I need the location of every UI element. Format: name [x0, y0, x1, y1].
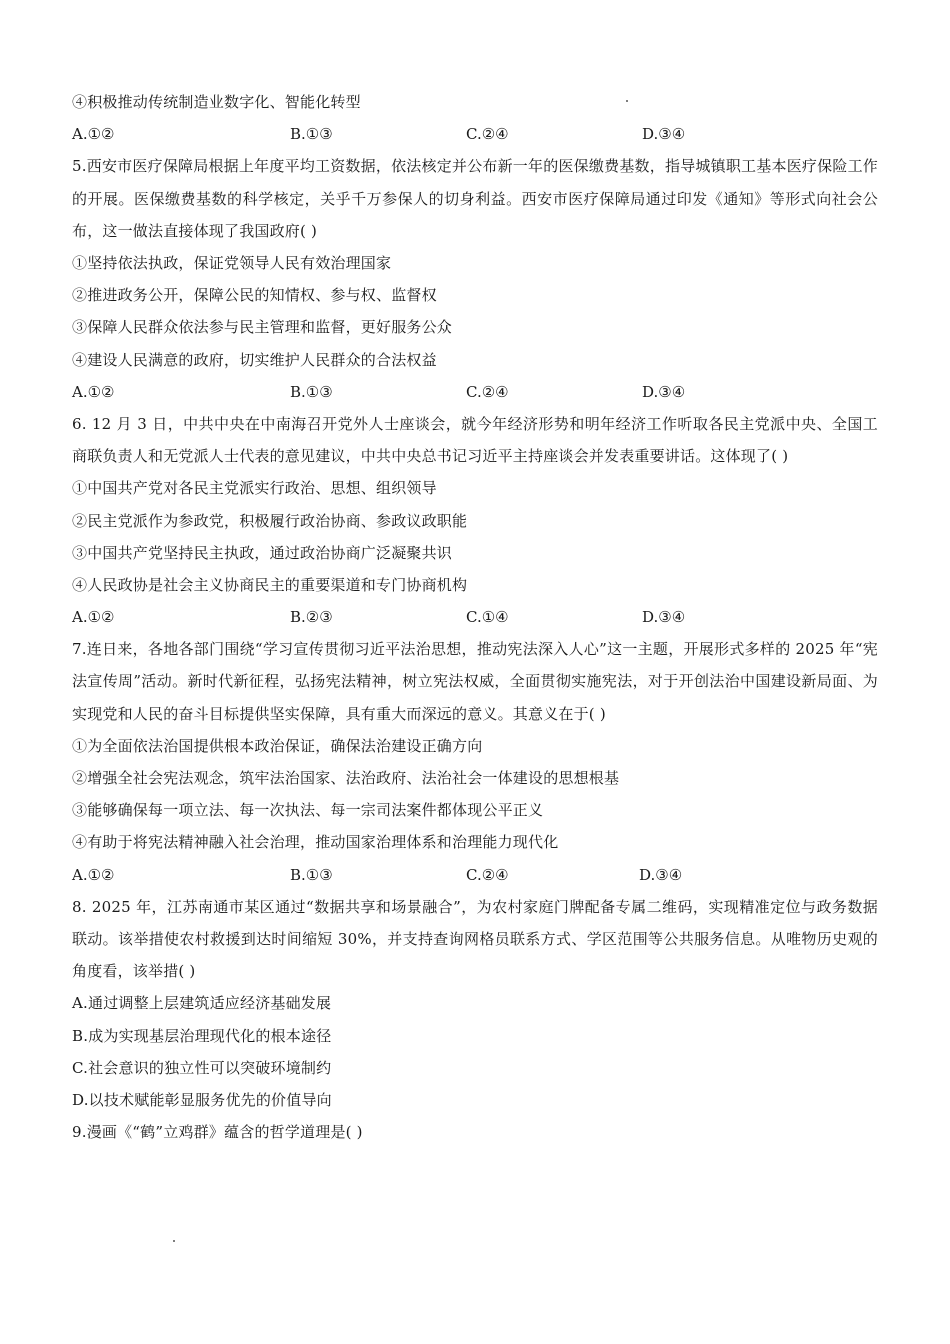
q5-option-c: C.②④ [466, 382, 509, 401]
q7-item-4: ④有助于将宪法精神融入社会治理，推动国家治理体系和治理能力现代化 [72, 833, 559, 852]
q6-stem: 6. 12 月 3 日，中共中央在中南海召开党外人士座谈会，就今年经济形势和明年经济工作听取各民主党派中央、全国工商联负责人和无党派人士代表的意见建议，中共中央总书记习近平主持座谈会并发表重要讲话。这体现了( ) [72, 414, 878, 466]
q7-item-2: ②增强全社会宪法观念，筑牢法治国家、法治政府、法治社会一体建设的思想根基 [72, 769, 620, 788]
q6-item-1: ①中国共产党对各民主党派实行政治、思想、组织领导 [72, 479, 437, 498]
q5-stem: 5.西安市医疗保障局根据上年度平均工资数据，依法核定并公布新一年的医保缴费基数，指导城镇职工基本医疗保险工作的开展。医保缴费基数的科学核定，关乎千万参保人的切身利益。西安市医疗保障局通过印发《通知》等形式向社会公布，这一做法直接体现了我国政府( ) [72, 157, 878, 240]
q5-item-2: ②推进政务公开，保障公民的知情权、参与权、监督权 [72, 286, 437, 305]
q4-option-b: B.①③ [290, 125, 333, 144]
q8-choice-d: D.以技术赋能彰显服务优先的价值导向 [72, 1090, 332, 1109]
q6-options [72, 601, 878, 633]
q5-option-d: D.③④ [642, 382, 686, 401]
exam-page [72, 86, 878, 1148]
q8-choice-c: C.社会意识的独立性可以突破环境制约 [72, 1058, 332, 1077]
q6-option-b: B.②③ [290, 608, 333, 627]
q7-options [72, 859, 878, 891]
q6-item-3: ③中国共产党坚持民主执政，通过政治协商广泛凝聚共识 [72, 543, 453, 562]
scan-speck-top [626, 100, 628, 102]
q5-item-3: ③保障人民群众依法参与民主管理和监督，更好服务公众 [72, 318, 453, 337]
q6-option-a: A.①② [72, 608, 115, 627]
q8-stem: 8. 2025 年，江苏南通市某区通过“数据共享和场景融合”，为农村家庭门牌配备专属二维码，实现精准定位与政务数据联动。该举措使农村救援到达时间缩短 30%，并支持查询网格员联系方式、学区范围等公共服务信息。从唯物历史观的角度看，该举措( ) [72, 897, 878, 981]
q8-choice-a: A.通过调整上层建筑适应经济基础发展 [72, 994, 332, 1013]
q8-choice-b: B.成为实现基层治理现代化的根本途径 [72, 1026, 332, 1045]
scan-speck-bottom [173, 1240, 175, 1242]
q6-item-2: ②民主党派作为参政党，积极履行政治协商、参政议政职能 [72, 511, 468, 530]
q7-item-1: ①为全面依法治国提供根本政治保证，确保法治建设正确方向 [72, 736, 483, 755]
q5-options [72, 376, 878, 408]
q5-option-a: A.①② [72, 382, 115, 401]
q9-stem: 9.漫画《“鹤”立鸡群》蕴含的哲学道理是( ) [72, 1123, 363, 1142]
q4-option-a: A.①② [72, 125, 115, 144]
q6-item-4: ④人民政协是社会主义协商民主的重要渠道和专门协商机构 [72, 575, 468, 594]
q4-options [72, 118, 878, 150]
q7-option-d: D.③④ [639, 865, 683, 884]
q4-option-d: D.③④ [642, 125, 686, 144]
q5-option-b: B.①③ [290, 382, 333, 401]
q6-option-c: C.①④ [466, 608, 509, 627]
q4-option-c: C.②④ [466, 125, 509, 144]
q7-item-3: ③能够确保每一项立法、每一次执法、每一宗司法案件都体现公平正义 [72, 801, 544, 820]
q4-item-4: ④积极推动传统制造业数字化、智能化转型 [72, 93, 361, 111]
q5-item-1: ①坚持依法执政，保证党领导人民有效治理国家 [72, 253, 392, 272]
q7-option-b: B.①③ [290, 865, 333, 884]
q5-item-4: ④建设人民满意的政府，切实维护人民群众的合法权益 [72, 350, 437, 369]
q7-option-c: C.②④ [466, 865, 509, 884]
q7-stem: 7.连日来，各地各部门围绕“学习宣传贯彻习近平法治思想，推动宪法深入人心”这一主题，开展形式多样的 2025 年“宪法宣传周”活动。新时代新征程，弘扬宪法精神，树立宪法权威，全面贯彻实施宪法，对于开创法治中国建设新局面、为实现党和人民的奋斗目标提供坚实保障，具有重大而深远的意义。其意义在于( ) [72, 640, 878, 723]
q6-option-d: D.③④ [642, 608, 686, 627]
q7-option-a: A.①② [72, 865, 115, 884]
